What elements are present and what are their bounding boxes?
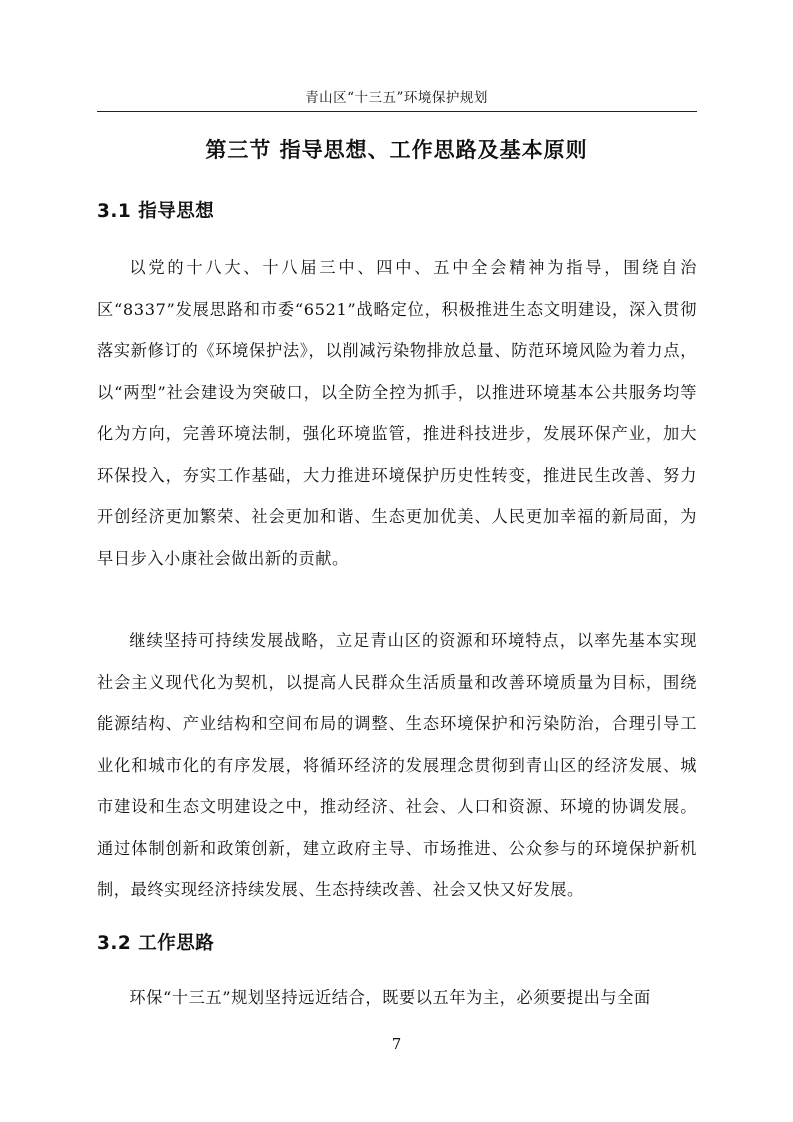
paragraph-guiding-ideology-2: 继续坚持可持续发展战略，立足青山区的资源和环境特点，以率先基本实现社会主义现代化为契机，以提高人民群众生活质量和改善环境质量为目标，围绕能源结构、产业结构和空间布局的调整、生态环境保护和污染防治，合理引导工业化和城市化的有序发展，将循环经济的发展理念贯彻到青山区的经济发展、城市建设和生态文明建设之中，推动经济、社会、人口和资源、环境的协调发展。通过体制创新和政策创新，建立政府主导、市场推进、公众参与的环境保护新机制，最终实现经济持续发展、生态持续改善、社会又快又好发展。 [97, 631, 697, 899]
page-number: 7 [391, 1035, 402, 1053]
subsection-heading-3-2: 3.2 工作思路 [97, 933, 215, 954]
paragraph-work-approach-1: 环保“十三五”规划坚持远近结合，既要以五年为主，必须要提出与全面 [129, 988, 651, 1007]
header-divider [97, 111, 697, 112]
running-header: 青山区“十三五”环境保护规划 [305, 90, 488, 106]
subsection-heading-3-1: 3.1 指导思想 [97, 201, 215, 222]
paragraph-guiding-ideology-1: 以党的十八大、十八届三中、四中、五中全会精神为指导，围绕自治区“8337”发展思路和市委“6521”战略定位，积极推进生态文明建设，深入贯彻落实新修订的《环境保护法》，以削减污染物排放总量、防范环境风险为着力点，以“两型”社会建设为突破口，以全防全控为抓手，以推进环境基本公共服务均等化为方向，完善环境法制，强化环境监管，推进科技进步，发展环保产业，加大环保投入，夯实工作基础，大力推进环境保护历史性转变，推进民生改善、努力开创经济更加繁荣、社会更加和谐、生态更加优美、人民更加幸福的新局面，为早日步入小康社会做出新的贡献。 [97, 258, 697, 568]
section-title: 第三节 指导思想、工作思路及基本原则 [205, 138, 588, 162]
